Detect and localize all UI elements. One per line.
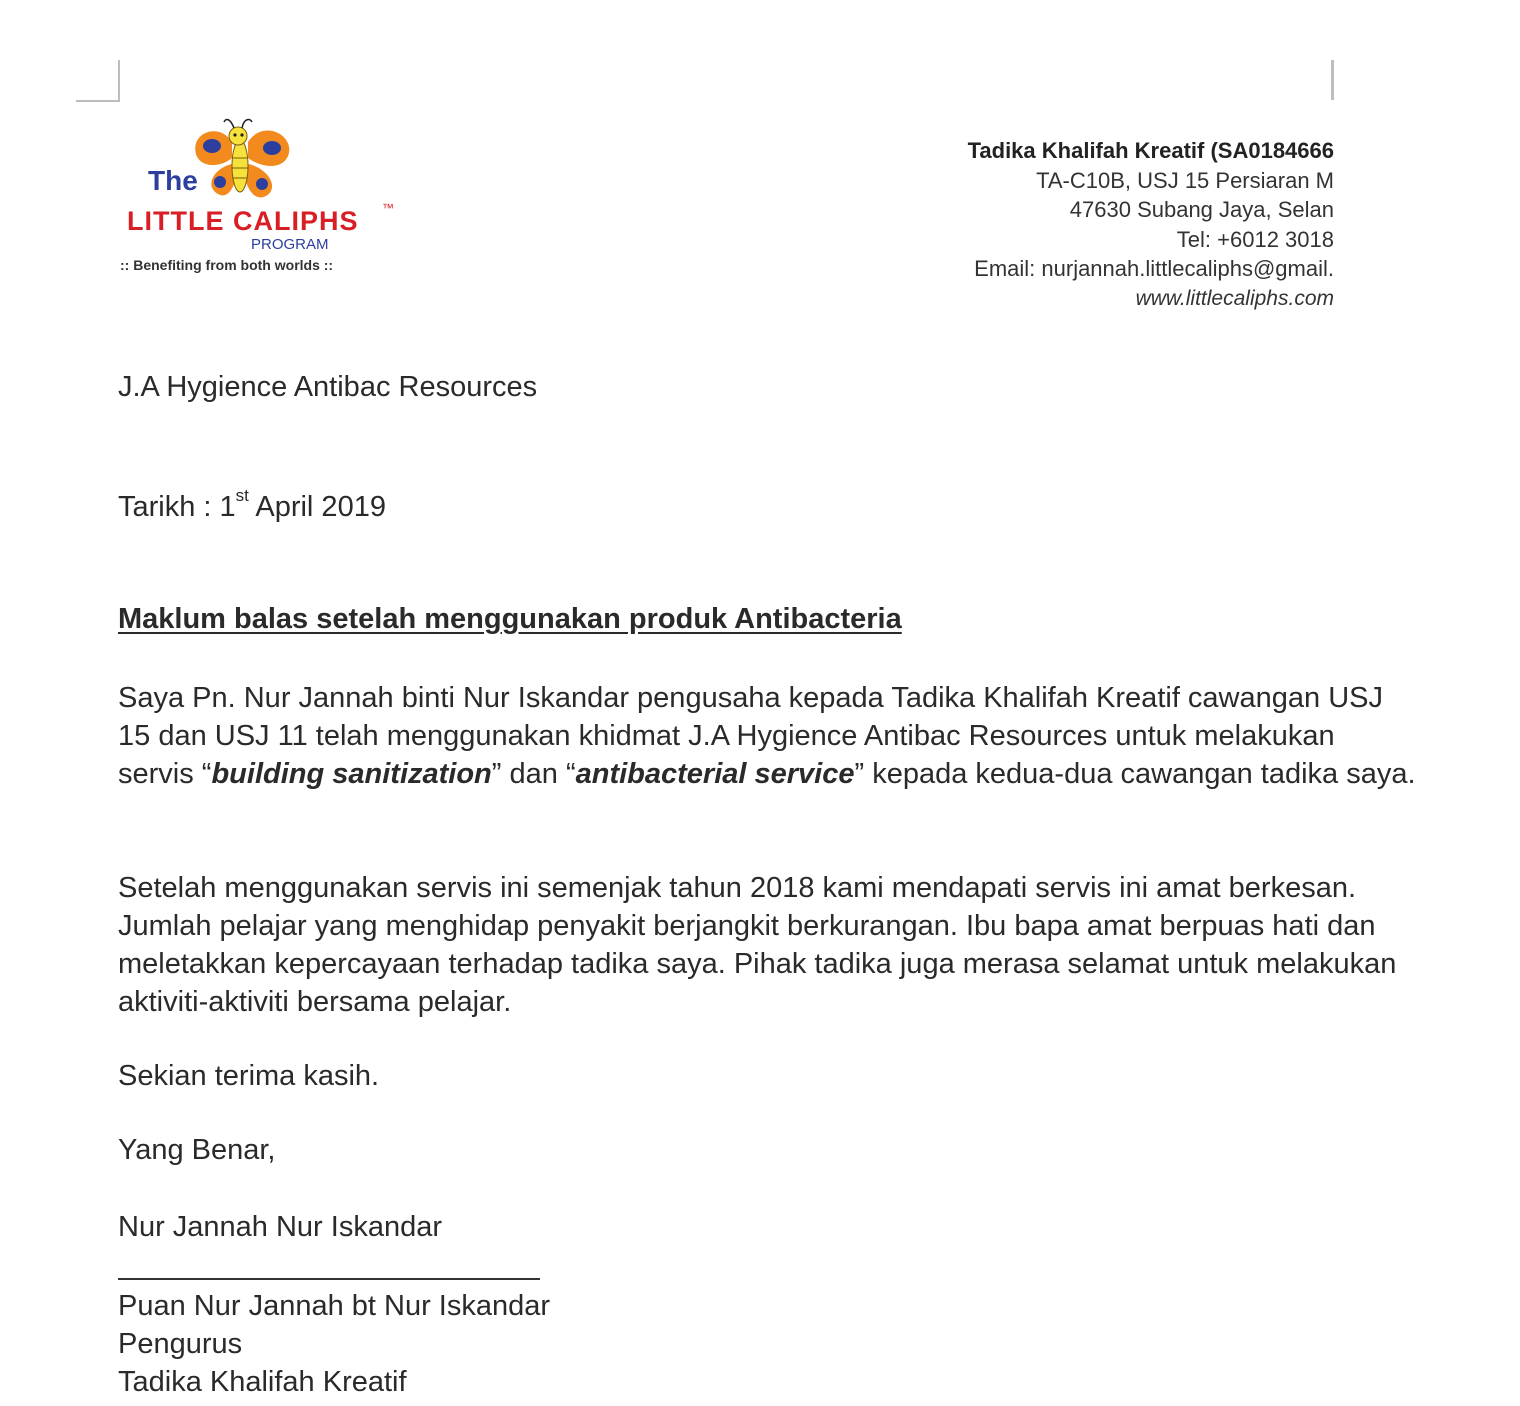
footer-title: Pengurus [118, 1328, 243, 1360]
website: www.littlecaliphs.com [1135, 286, 1334, 310]
little-caliphs-logo [115, 112, 405, 282]
para1-text-a: Saya Pn. Nur Jannah binti Nur Iskandar pengusaha kepada Tadika Khalifah Kreatif cawangan USJ 15 dan USJ 11 telah menggunakan khidmat J.A Hygience Antibac Resources untuk melakukan servis “ [118, 682, 1383, 790]
para1-quote-2: antibacterial service [575, 758, 855, 790]
logo-trademark: ™ [382, 201, 394, 215]
logo-the-text: The [148, 165, 198, 196]
signature-block [118, 1287, 550, 1401]
logo-program-text: PROGRAM [251, 236, 329, 253]
para1-text-b: ” dan “ [491, 758, 576, 790]
letter-date [118, 486, 386, 524]
signature-line [118, 1278, 540, 1280]
paragraph-1 [118, 679, 1418, 793]
footer-organization: Tadika Khalifah Kreatif [118, 1366, 407, 1398]
footer-name: Puan Nur Jannah bt Nur Iskandar [118, 1290, 551, 1322]
email: Email: nurjannah.littlecaliphs@gmail. [974, 256, 1334, 281]
logo-caliphs-text: LITTLE CALIPHS [127, 206, 359, 236]
school-name: Tadika Khalifah Kreatif (SA0184666 [967, 138, 1334, 163]
paragraph-2: Setelah menggunakan servis ini semenjak tahun 2018 kami mendapati servis ini amat berkesan. Jumlah pelajar yang menghidap penyakit berjangkit berkurangan. Ibu bapa amat berpuas hati dan meletakkan kepercayaan terhadap tadika saya. Pihak tadika juga merasa selamat untuk melakukan aktiviti-aktiviti bersama pelajar. [118, 872, 1397, 1018]
letter-subject: Maklum balas setelah menggunakan produk Antibacteria [118, 603, 902, 635]
address-line-1: TA-C10B, USJ 15 Persiaran M [1036, 167, 1334, 193]
para1-quote-1: building sanitization [211, 758, 492, 790]
address-line-2: 47630 Subang Jaya, Selan [1069, 197, 1334, 222]
page-corner-mark [76, 60, 120, 102]
para1-text-c: ” kepada kedua-dua cawangan tadika saya. [854, 758, 1416, 790]
logo-tagline: :: Benefiting from both worlds :: [120, 257, 334, 273]
recipient: J.A Hygience Antibac Resources [118, 371, 538, 403]
date-suffix-sup: st [235, 486, 249, 505]
date-prefix: Tarikh : 1 [118, 491, 236, 523]
telephone: Tel: +6012 3018 [1176, 226, 1334, 252]
signer-name: Nur Jannah Nur Iskandar [118, 1211, 442, 1243]
regards-line: Yang Benar, [118, 1134, 276, 1166]
closing-line: Sekian terima kasih. [118, 1060, 380, 1092]
date-rest: April 2019 [248, 491, 386, 523]
page-edge-mark [1331, 60, 1334, 100]
butterfly-logo-icon [115, 112, 405, 282]
